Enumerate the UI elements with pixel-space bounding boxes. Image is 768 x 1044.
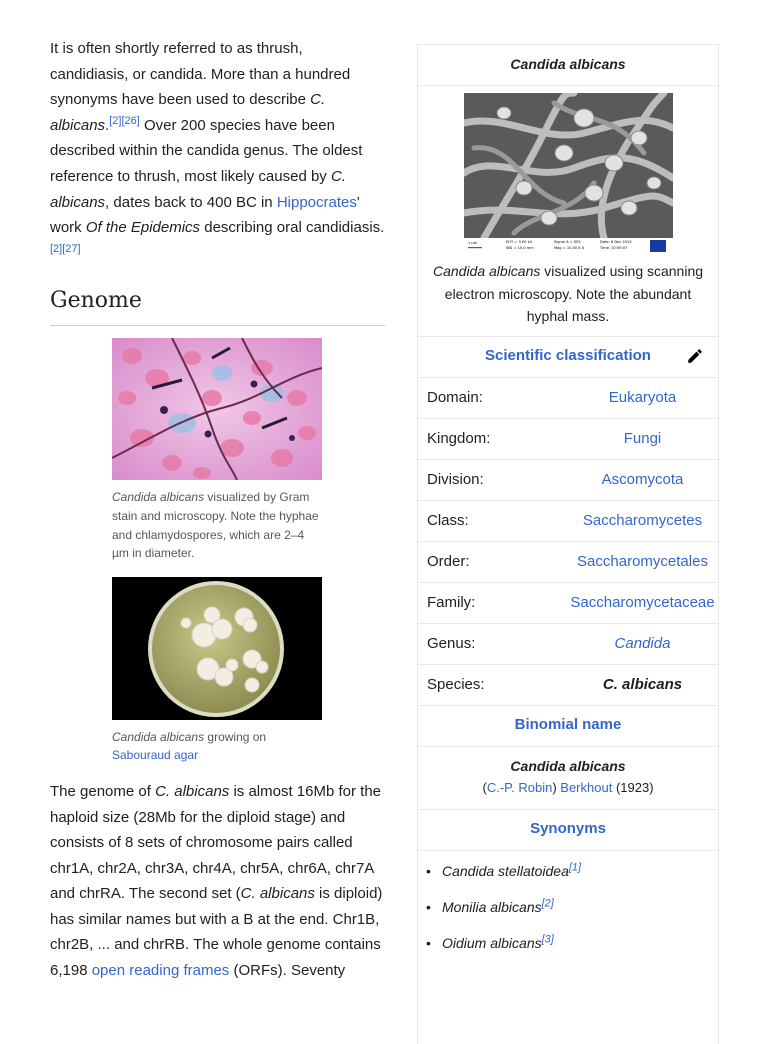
ref-link[interactable]: [2] [109, 114, 122, 127]
order-link[interactable]: Saccharomycetales [577, 553, 708, 571]
row-label: Class: [427, 512, 469, 530]
row-label: Domain: [427, 389, 483, 407]
synonym-name: Oidium albicans [442, 934, 542, 951]
row-label: Division: [427, 471, 484, 489]
classification-row-class [418, 501, 718, 542]
sem-label: EHT = 3.00 kV [505, 240, 532, 244]
classification-row-kingdom [418, 419, 718, 460]
text-italic: Of the Epidemics [85, 219, 201, 237]
text: ( [482, 779, 487, 795]
synonym-name: Monilia albicans [442, 898, 542, 915]
infobox-title: Candida albicans [418, 44, 718, 86]
text: describing oral candidiasis. [200, 219, 385, 237]
caption-italic: Candida albicans [112, 729, 205, 744]
binomial-block [418, 747, 718, 810]
text: is almost 16Mb for the haploid size (28Mb for the diploid stage) and consists of 8 sets of chromosome pairs called chr1A, chr2A, chr3A, chr4A, chr5A, chr6A, chr7A and chrRA. The second set ( [50, 782, 382, 903]
binomial-name-header [418, 706, 718, 747]
header-label: Synonyms [530, 819, 606, 837]
infobox-image-container [418, 86, 718, 254]
species-value: C. albicans [602, 676, 683, 694]
figure-caption [112, 728, 322, 765]
row-label: Kingdom: [427, 430, 491, 448]
text: Over 200 species have been described within the candida genus. The oldest reference to thrush, most likely caused by [50, 116, 363, 185]
intro-paragraph [50, 36, 385, 266]
text: ) [552, 779, 561, 795]
figure-caption [112, 488, 322, 562]
reference[interactable] [50, 243, 81, 255]
text: , dates back to 400 BC in [105, 193, 277, 211]
classification-row-division [418, 460, 718, 501]
ref-link[interactable]: [27] [62, 242, 81, 255]
sem-scale-label: 1 µm [467, 241, 477, 245]
author-berkhout-link[interactable]: Berkhout [560, 779, 613, 795]
caption-text: visualized by Gram stain and microscopy. Note the hyphae and chlamydospores, which are 2–4 µm in diameter. [112, 490, 319, 561]
domain-link[interactable]: Eukaryota [608, 389, 677, 407]
classification-row-order [418, 542, 718, 583]
sem-label: Date: 8 Dec 2015 [599, 240, 632, 244]
gram-stain-image[interactable] [112, 338, 322, 480]
hippocrates-link[interactable]: Hippocrates [276, 193, 357, 211]
infobox [417, 44, 719, 1044]
open-reading-frames-link[interactable]: open reading frames [91, 962, 230, 980]
genome-paragraph [50, 779, 385, 984]
list-item [426, 861, 718, 881]
family-link[interactable]: Saccharomycetaceae [570, 594, 715, 612]
caption-text: visualized using scanning electron microscopy. Note the abundant hyphal mass. [444, 263, 704, 325]
row-label: Genus: [427, 635, 476, 653]
ref-link[interactable]: [3] [541, 933, 554, 946]
binomial-name: Candida albicans [510, 757, 626, 774]
text: The genome of [50, 782, 156, 800]
list-item [426, 933, 718, 953]
sem-image[interactable] [464, 93, 673, 254]
sem-label: WD = 10.0 mm [505, 246, 534, 250]
bullet-icon: • [426, 898, 431, 915]
text-italic: C. albicans [240, 885, 315, 903]
figure-gram-stain [112, 338, 322, 562]
caption-text: growing on [204, 729, 267, 744]
ref-link[interactable]: [2] [541, 897, 554, 910]
article-body [50, 36, 385, 984]
scientific-classification-header[interactable] [418, 337, 718, 378]
sem-label: Signal A = SE2 [553, 240, 581, 244]
bullet-icon: • [426, 934, 431, 951]
header-label[interactable]: Scientific classification [485, 346, 651, 364]
genus-link[interactable]: Candida [614, 635, 671, 653]
text: is diploid) has similar names but with a B at the end. Chr1B, chr2B, ... and chrRB. The whole genome contains 6,198 [50, 885, 383, 980]
class-link[interactable]: Saccharomycetes [582, 512, 703, 530]
reference[interactable] [109, 115, 140, 127]
zeiss-logo [650, 240, 666, 252]
row-label: Order: [427, 553, 470, 571]
author-robin-link[interactable]: C.-P. Robin [486, 779, 553, 795]
binomial-authority [418, 777, 718, 799]
pencil-icon[interactable] [686, 347, 704, 365]
agar-plate-image[interactable] [112, 577, 322, 720]
header-label: Binomial name [514, 715, 622, 733]
sem-label: Mag = 10.00 K X [553, 246, 584, 250]
caption-italic: Candida albicans [432, 263, 541, 279]
text-italic: C. albicans [155, 782, 230, 800]
sabouraud-agar-link[interactable]: Sabouraud agar [112, 748, 199, 763]
synonyms-header [418, 810, 718, 851]
division-link[interactable]: Ascomycota [601, 471, 684, 489]
text-italic: C. albicans [50, 91, 326, 134]
ref-link[interactable]: [1] [568, 861, 582, 874]
row-label: Family: [427, 594, 476, 612]
text: (1923) [612, 779, 654, 795]
classification-row-genus [418, 624, 718, 665]
figure-agar-plate [112, 577, 322, 765]
classification-row-species [418, 665, 718, 706]
ref-link[interactable]: [26] [121, 114, 140, 127]
classification-row-domain [418, 378, 718, 419]
bullet-icon: • [426, 862, 431, 879]
text: (ORFs). Seventy [229, 962, 346, 980]
text-italic: C. albicans [50, 167, 346, 211]
kingdom-link[interactable]: Fungi [623, 430, 662, 448]
ref-link[interactable]: [2] [50, 242, 63, 255]
synonyms-list [418, 851, 718, 953]
caption-italic: Candida albicans [112, 490, 205, 505]
sem-label: Time: 10:09:07 [599, 246, 627, 250]
text: . [105, 116, 110, 134]
list-item [426, 897, 718, 917]
infobox-caption [418, 254, 718, 337]
synonym-name: Candida stellatoidea [442, 862, 569, 879]
text: ' work [50, 193, 360, 237]
row-label: Species: [427, 676, 485, 694]
section-heading-genome: Genome [50, 288, 385, 326]
sem-scale-bar [468, 247, 482, 248]
classification-row-family [418, 583, 718, 624]
text: It is often shortly referred to as thrush, candidiasis, or candida. More than a hundred synonyms have been used to describe [50, 40, 351, 109]
